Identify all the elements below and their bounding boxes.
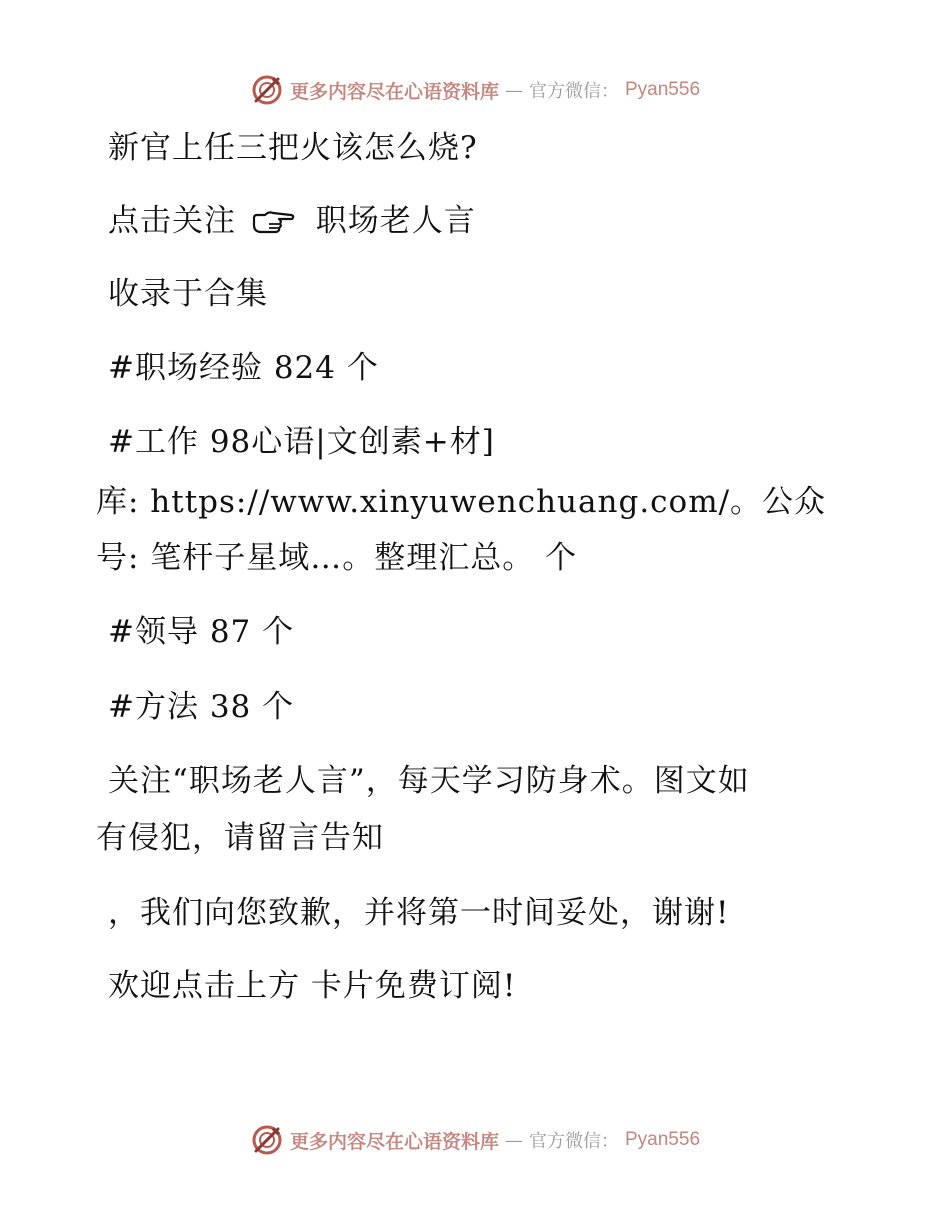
paragraph-1-line-2: 有侵犯，请留言告知 — [96, 820, 384, 856]
notice-line-2: 号: 笔杆子星域…。整理汇总。 个 — [96, 540, 578, 576]
paragraph-1-line-1: 关注“职场老人言”，每天学习防身术。图文如 — [108, 763, 750, 799]
watermark-brand: 更多内容尽在心语资料库 — [289, 80, 499, 103]
watermark-separator: — — [505, 79, 523, 101]
collection-label: 收录于合集 — [108, 276, 268, 312]
tag-methods[interactable]: #方法 38 个 — [108, 689, 295, 725]
watermark-handle: Pyan556 — [625, 1129, 701, 1150]
tag-leadership[interactable]: #领导 87 个 — [108, 614, 295, 650]
notice-line-1: 库: https://www.xinyuwenchuang.com/。公众 — [96, 484, 827, 520]
watermark-label: 官方微信： — [529, 1131, 619, 1152]
tag-workplace-experience[interactable]: #职场经验 824 个 — [108, 350, 379, 386]
paragraph-2: ，我们向您致歉，并将第一时间妥处，谢谢! — [108, 895, 730, 931]
seal-pen-icon — [250, 1123, 284, 1157]
follow-account-link[interactable]: 职场老人言 — [315, 203, 476, 239]
article-title: 新官上任三把火该怎么烧? — [108, 130, 478, 166]
closing-line: 欢迎点击上方 卡片免费订阅! — [108, 968, 517, 1004]
follow-prefix: 点击关注 — [108, 203, 236, 239]
watermark-brand: 更多内容尽在心语资料库 — [289, 1130, 499, 1153]
seal-pen-icon — [250, 73, 284, 107]
header-watermark — [0, 70, 950, 110]
follow-line — [108, 201, 476, 241]
pointing-hand-icon — [251, 208, 297, 238]
watermark-separator: — — [505, 1129, 523, 1151]
watermark-handle: Pyan556 — [625, 79, 701, 100]
tag-work[interactable]: #工作 98心语|文创素+材] — [108, 424, 495, 460]
watermark-label: 官方微信： — [529, 81, 619, 102]
footer-watermark — [0, 1120, 950, 1160]
